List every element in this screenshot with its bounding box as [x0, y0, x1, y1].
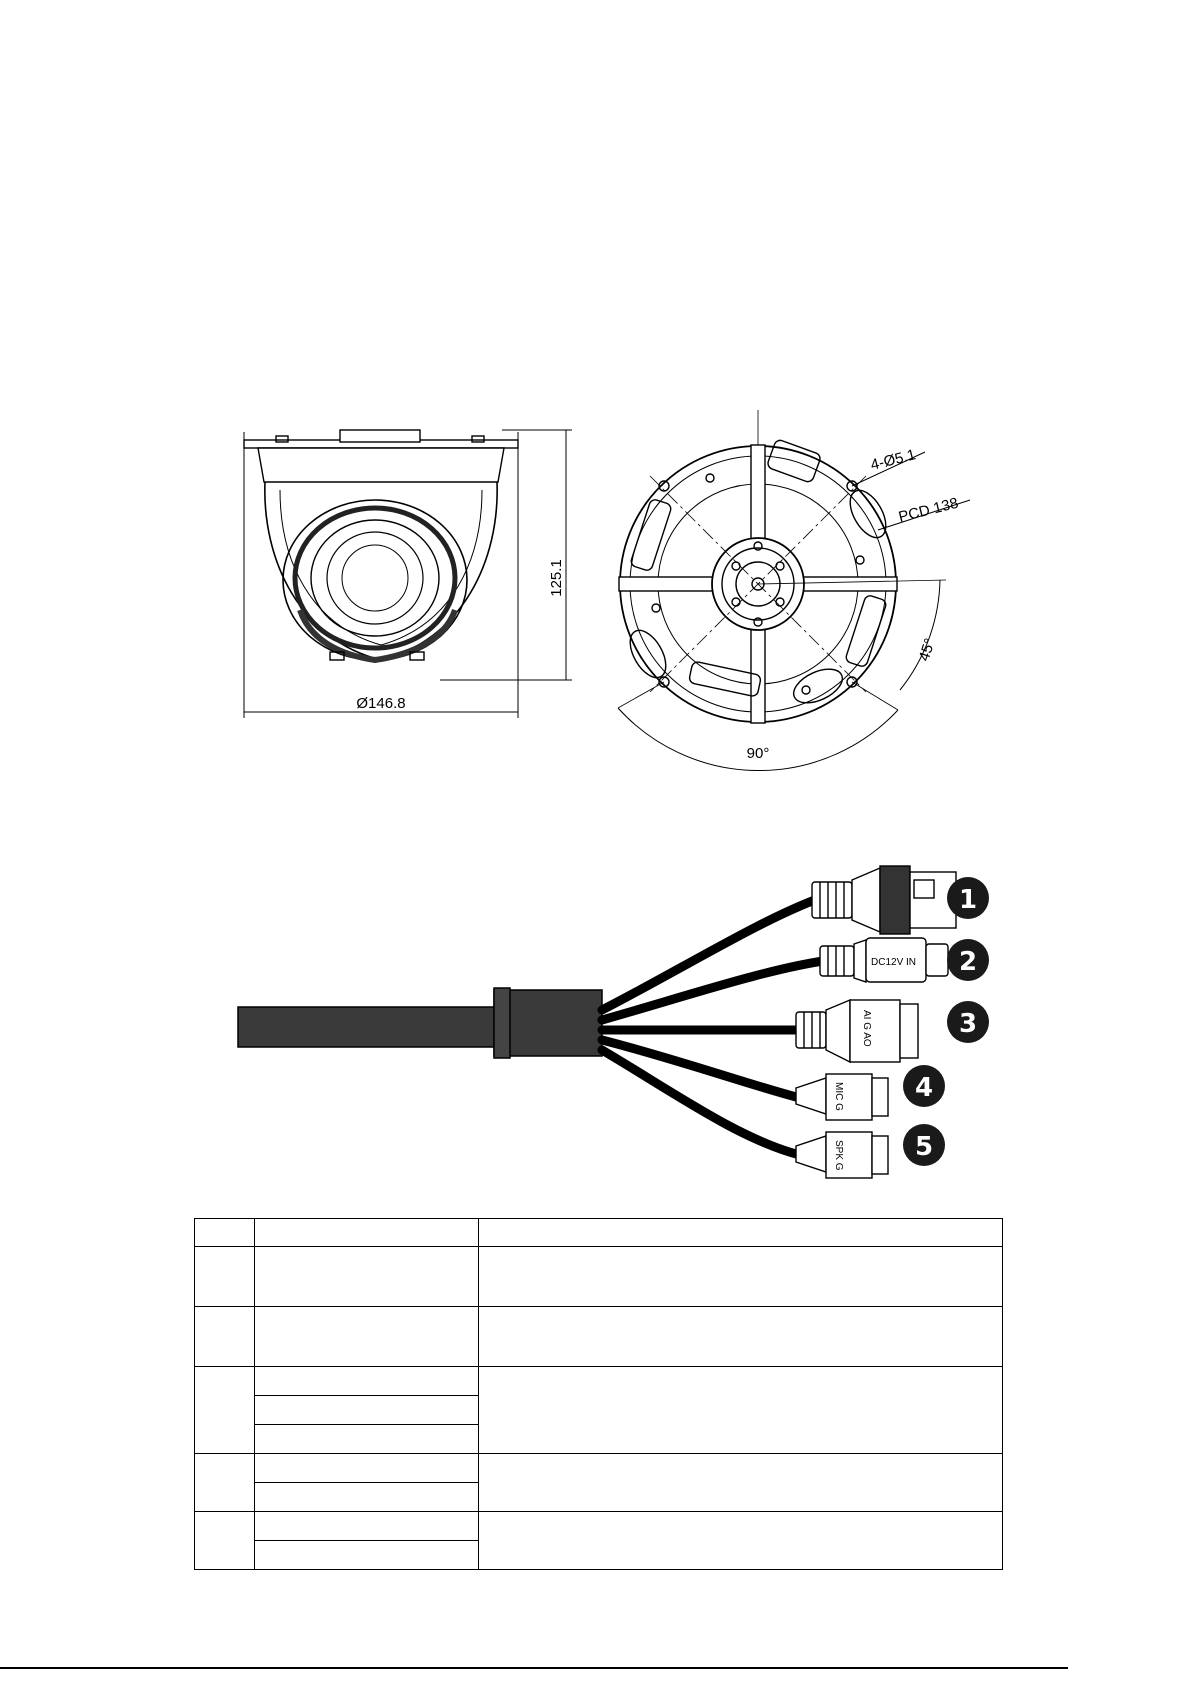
diameter-dimension-label: Ø146.8 [356, 695, 406, 712]
angle-45-label: 45° [915, 636, 939, 664]
height-dimension-label: 125.1 [548, 559, 565, 597]
table-cell [479, 1367, 1003, 1454]
table-cell [195, 1219, 255, 1247]
table-cell [195, 1454, 255, 1512]
table-cell [479, 1219, 1003, 1247]
hole-spec-label: 4-Ø5.1 [868, 446, 918, 474]
alarm-terminal-connector-icon [796, 1000, 918, 1062]
camera-front-view [244, 430, 572, 718]
mounting-base-view [618, 410, 970, 771]
connector-2-label: DC12V IN [871, 957, 917, 968]
svg-text:3: 3 [958, 1009, 978, 1039]
table-row [195, 1307, 1003, 1367]
cable-illustration [0, 860, 1192, 1180]
table-cell [255, 1425, 479, 1454]
svg-text:5: 5 [914, 1132, 934, 1162]
svg-text:4: 4 [914, 1073, 934, 1103]
angle-90-label: 90° [746, 745, 770, 762]
wire-1 [602, 898, 820, 1010]
table-cell [479, 1247, 1003, 1307]
table-cell [255, 1396, 479, 1425]
table-header-row [195, 1219, 1003, 1247]
svg-text:2: 2 [958, 947, 978, 977]
table-cell [195, 1367, 255, 1454]
main-cable [238, 1007, 496, 1047]
table-cell [255, 1454, 479, 1483]
table-cell [255, 1247, 479, 1307]
table-cell [195, 1247, 255, 1307]
connector-badge-3 [947, 1001, 989, 1043]
connector-badge-1 [947, 877, 989, 919]
svg-text:1: 1 [958, 885, 978, 915]
connector-badge-2 [947, 939, 989, 981]
connector-4-label: MIC G [833, 1082, 844, 1111]
dimension-drawing [0, 395, 1192, 775]
table-cell [479, 1454, 1003, 1512]
table-row [195, 1454, 1003, 1483]
table-cell [195, 1512, 255, 1570]
pin-definition-table [194, 1218, 1003, 1570]
table-cell [255, 1541, 479, 1570]
connector-5-label: SPK G [833, 1140, 844, 1171]
table-cell [479, 1512, 1003, 1570]
table-cell [255, 1483, 479, 1512]
connector-badge-4 [903, 1065, 945, 1107]
table-row [195, 1512, 1003, 1541]
table-cell [479, 1307, 1003, 1367]
table-cell [255, 1219, 479, 1247]
connector-3-label: AI G AO [861, 1010, 872, 1047]
table-row [195, 1247, 1003, 1307]
footer-rule [0, 1667, 1068, 1669]
rj45-network-connector-icon [812, 866, 956, 934]
connector-badge-5 [903, 1124, 945, 1166]
table-cell [255, 1512, 479, 1541]
table-row [195, 1367, 1003, 1396]
pcd-label: PCD 138 [896, 494, 961, 526]
table-cell [255, 1367, 479, 1396]
table-cell [255, 1307, 479, 1367]
table-cell [195, 1307, 255, 1367]
